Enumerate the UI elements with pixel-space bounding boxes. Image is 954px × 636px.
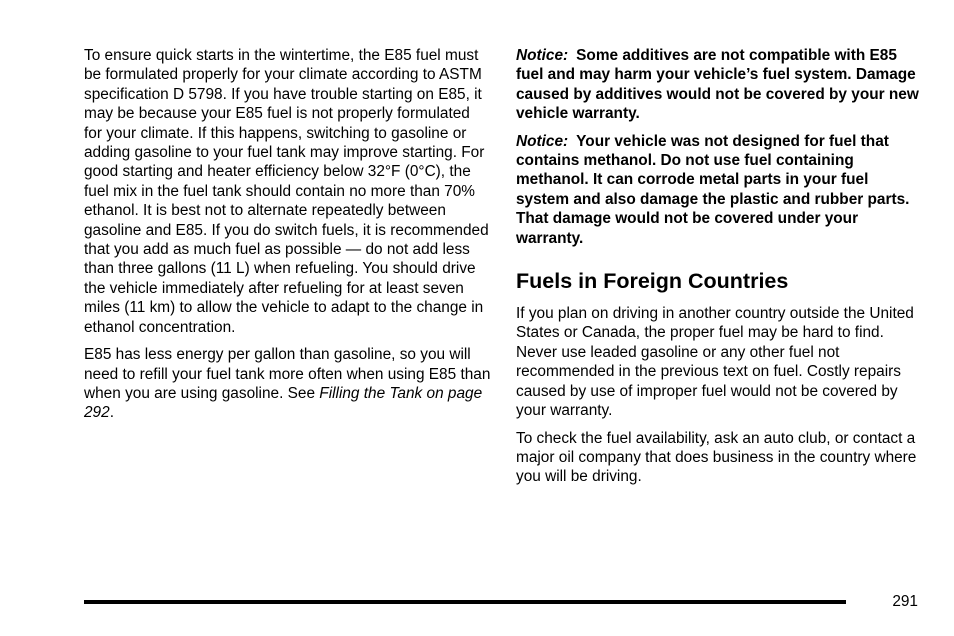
e85-energy-end: .	[109, 404, 114, 422]
notice-methanol-text: Your vehicle was not designed for fuel that contains methanol. Do not use fuel containing methanol. It can corrode metal parts in your fuel system and also damage the plastic and rubber parts. That damage would not be covered under your warranty.	[516, 132, 910, 247]
right-column	[516, 46, 920, 487]
foreign-fuel-paragraph: If you plan on driving in another country outside the United States or Canada, the proper fuel may be hard to find. Never use leaded gasoline or any other fuel not recommended in the previous text on fuel. Costly repairs caused by use of improper fuel would not be covered by your warranty.	[516, 305, 914, 420]
left-column	[84, 46, 492, 423]
notice-methanol	[516, 132, 920, 248]
e85-energy-text: E85 has less energy per gallon than gasoline, so you will need to refill your fuel tank more often when using E85 than when you are using gasoline. See	[84, 346, 491, 402]
notice-label: Notice:	[516, 47, 569, 64]
fuel-availability-paragraph: To check the fuel availability, ask an auto club, or contact a major oil company that does business in the country where you will be driving.	[516, 429, 917, 486]
section-title: Fuels in Foreign Countries	[516, 269, 789, 294]
notice-label: Notice:	[516, 132, 569, 150]
filling-tank-cross-reference[interactable]: Filling the Tank on page 292	[84, 384, 483, 422]
page-number: 291	[892, 593, 918, 610]
notice-additives	[516, 46, 920, 124]
e85-energy-paragraph	[84, 345, 492, 423]
footer-rule	[84, 600, 846, 604]
e85-winter-start-paragraph: To ensure quick starts in the wintertime, the E85 fuel must be formulated properly for your climate according to ASTM specification D 5798. If you have trouble starting on E85, it may be because your E85 fuel is not properly formulated for your climate. If this happens, switching to gasoline or adding gasoline to your fuel tank may improve starting. For good starting and heater efficiency below 32°F (0°C), the fuel mix in the fuel tank should contain no more than 70% ethanol. It is best not to alternate repeatedly between gasoline and E85. If you do switch fuels, it is recommended that you add as much fuel as possible — do not add less than three gallons (11 L) when refueling. You should drive the vehicle immediately after refueling for at least seven miles (11 km) to allow the vehicle to adapt to the change in ethanol concentration.	[84, 47, 489, 336]
notice-additives-text: Some additives are not compatible with E85 fuel and may harm your vehicle’s fuel system. Damage caused by additives would not be covered by your new vehicle warranty.	[516, 47, 919, 123]
